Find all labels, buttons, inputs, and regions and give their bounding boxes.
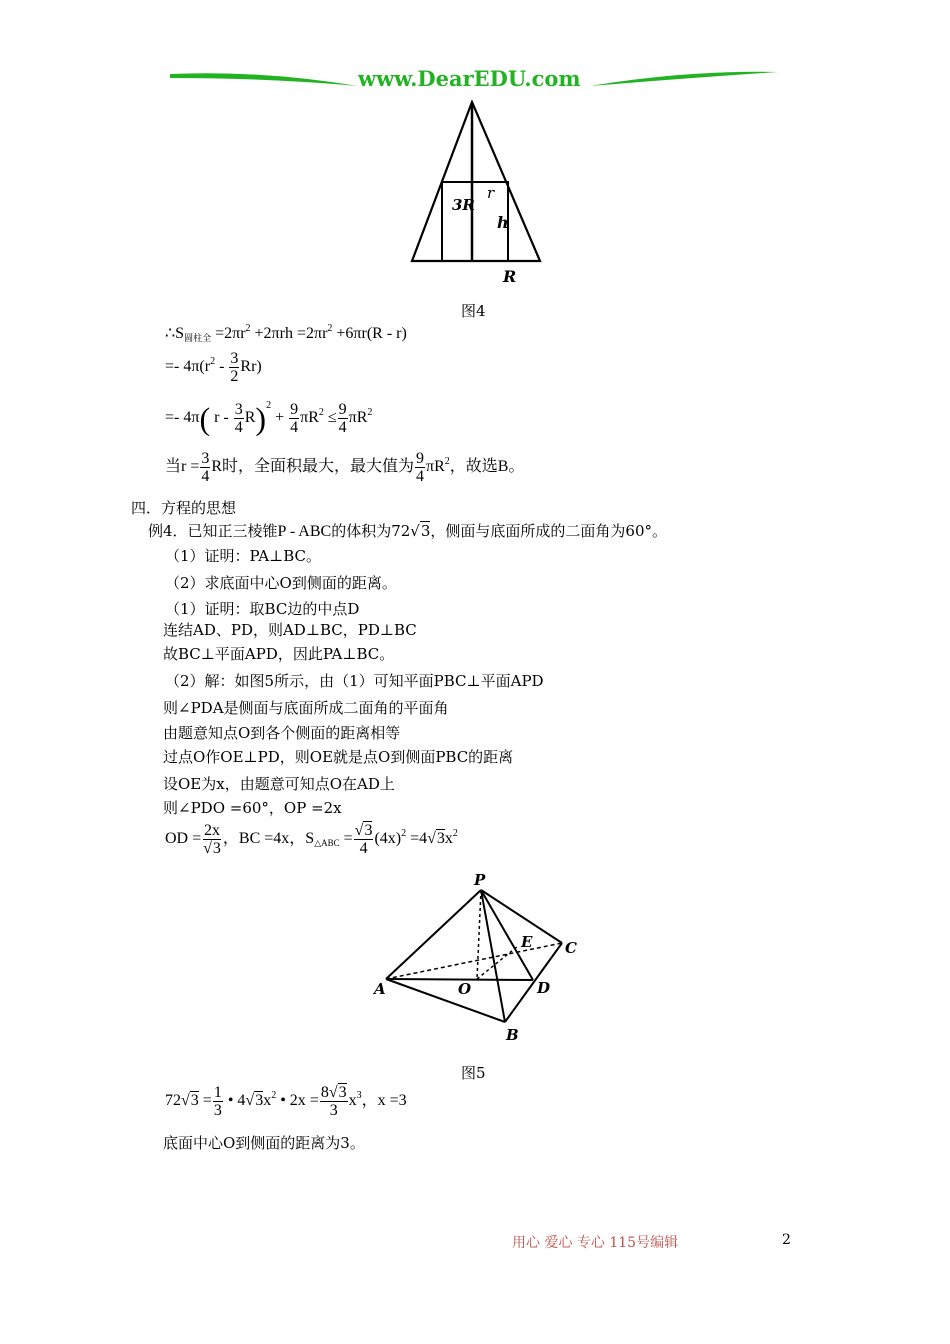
solution-line-1: （1）证明：取BC边的中点D — [165, 600, 360, 618]
conclusion-line: 底面中心O到侧面的距离为3。 — [163, 1134, 365, 1152]
fig5-label-E: E — [521, 933, 533, 951]
solution-line-9: 则∠PDO =60°，OP =2x — [163, 799, 342, 817]
eq3-paren-open: ( — [199, 400, 211, 437]
fig5-label-C: C — [565, 939, 577, 957]
eq3-part-a: =- 4π — [165, 409, 200, 426]
eq4-part-c: πR — [426, 458, 445, 476]
eq3-num-1: 3 — [234, 400, 243, 418]
eq3-fraction-1 — [234, 401, 244, 436]
vol-num-2-wrap: 8√3 — [320, 1084, 347, 1101]
vol-part-j: ，x =3 — [361, 1092, 407, 1110]
eq3-part-h: πR — [348, 409, 368, 426]
example-intro-b: P - ABC — [277, 523, 332, 540]
eq2-fraction — [229, 350, 239, 385]
eq3-part-g: ≤ — [323, 409, 337, 426]
eq3-part-c: R — [244, 409, 256, 426]
od-sup-2: 2 — [452, 828, 458, 840]
header-swoosh-right — [588, 68, 778, 90]
solution-line-4: （2）解：如图5所示，由（1）可知平面PBC⊥平面APD — [165, 672, 544, 690]
od-sub: △ABC — [314, 838, 340, 849]
eq4-part-b: R时，全面积最大，最大值为 — [211, 458, 415, 476]
eq4-part-d: ，故选B。 — [449, 458, 525, 476]
site-logo: www.DearEDU.com — [358, 66, 581, 91]
example-intro-a: 例4．已知正三棱锥 — [148, 522, 278, 540]
eq4-den-1: 4 — [201, 468, 210, 485]
header-banner — [170, 64, 780, 98]
od-part-e: =4 — [406, 830, 428, 848]
od-den-wrap: √3 — [203, 840, 221, 857]
eq3-den-1: 4 — [234, 418, 243, 436]
vol-part-g: • 2x = — [276, 1092, 319, 1110]
equation-line-2 — [165, 350, 262, 385]
page-number: 2 — [782, 1232, 791, 1248]
eq2-num: 3 — [230, 350, 239, 367]
eq2-part-c: Rr) — [240, 358, 262, 376]
eq1-sup-1: 2 — [245, 323, 251, 334]
vol-num-2b: 3 — [338, 1084, 347, 1101]
eq4-num-2: 9 — [416, 450, 425, 467]
eq2-part-b: - — [215, 358, 229, 376]
vol-sup-1: 2 — [271, 1090, 277, 1102]
eq2-den: 2 — [230, 368, 239, 385]
question-1: （1）证明：PA⊥BC。 — [165, 547, 321, 565]
vol-part-b: 3 — [190, 1092, 199, 1110]
vol-num-2: 8 — [320, 1084, 329, 1101]
vol-num-1: 1 — [213, 1084, 222, 1101]
fig5-label-B: B — [506, 1026, 519, 1044]
vol-part-d: • 4 — [223, 1092, 246, 1110]
od-part-b: ，BC =4x，S — [222, 830, 315, 848]
example-intro-d: 3 — [420, 522, 431, 540]
od-part-d: (4x) — [374, 830, 402, 848]
vol-sup-2: 3 — [356, 1090, 362, 1102]
solution-line-8: 设OE为x，由题意可知点O在AD上 — [163, 775, 395, 793]
od-sup-1: 2 — [401, 828, 407, 840]
od-part-c: = — [339, 830, 353, 848]
eq1-part-b: =2πr — [211, 325, 246, 342]
figure-5-pyramid-diagram — [370, 868, 590, 1048]
fig4-label-h: h — [497, 213, 509, 232]
equation-line-1 — [165, 323, 407, 344]
eq3-sup-2: 2 — [318, 407, 324, 418]
eq1-part-c: +2πrh =2πr — [250, 325, 328, 342]
od-fraction-2 — [354, 822, 374, 857]
eq3-den-2: 4 — [290, 418, 299, 436]
eq4-fraction-2 — [415, 450, 425, 485]
figure-4-caption: 图4 — [461, 302, 486, 320]
vol-fraction-1 — [213, 1084, 223, 1119]
eq3-paren-close: ) — [255, 400, 267, 437]
example-intro-e: ，侧面与底面所成的二面角为60°。 — [430, 522, 667, 540]
od-part-g: x — [444, 830, 453, 848]
solution-line-6: 由题意知点O到各个侧面的距离相等 — [163, 724, 401, 742]
fig5-label-D: D — [537, 979, 551, 997]
od-fraction — [202, 822, 222, 857]
eq3-fraction-3 — [338, 401, 348, 436]
vol-fraction-2 — [320, 1084, 348, 1119]
od-part-a: OD = — [165, 830, 202, 848]
eq3-num-2: 9 — [290, 400, 299, 418]
od-num-2: 3 — [364, 822, 373, 839]
solution-line-2: 连结AD、PD，则AD⊥BC，PD⊥BC — [163, 621, 417, 639]
figure-4-cone-diagram — [405, 100, 545, 290]
equation-line-4 — [165, 450, 524, 485]
eq1-part-a: ∴S — [165, 325, 185, 342]
eq2-part-a: =- 4π(r — [165, 358, 211, 376]
solution-line-7: 过点O作OE⊥PD，则OE就是点O到侧面PBC的距离 — [163, 748, 514, 766]
eq3-sup-3: 2 — [367, 407, 373, 418]
figure-5-caption: 图5 — [461, 1064, 486, 1082]
vol-part-e: 3 — [255, 1092, 264, 1110]
eq1-part-d: +6πr(R - r) — [332, 325, 407, 342]
eq1-sub: 圆柱全 — [184, 333, 212, 343]
equation-line-3 — [165, 400, 372, 436]
solution-line-5: 则∠PDA是侧面与底面所成二面角的平面角 — [163, 699, 449, 717]
fig5-label-O: O — [458, 980, 472, 998]
od-den-2: 4 — [359, 840, 368, 857]
section-heading: 四．方程的思想 — [131, 499, 237, 517]
eq4-num-1: 3 — [201, 450, 210, 467]
od-part-f: 3 — [436, 830, 445, 848]
eq3-num-3: 9 — [338, 400, 347, 418]
fig4-label-R: R — [503, 267, 517, 286]
vol-part-a: 72 — [165, 1092, 181, 1110]
volume-equation-line: 72√3 = $\frac{1}{3}$ • $4√3x^2$ • 2x = $\frac{8√3}{3}$ $x^3$，x =3 — [165, 1084, 407, 1119]
example-intro-c: 的体积为72 — [331, 522, 411, 540]
eq3-part-e: + — [271, 409, 289, 426]
solution-line-3: 故BC⊥平面APD，因此PA⊥BC。 — [163, 645, 395, 663]
header-swoosh-left — [170, 68, 360, 90]
vol-part-h: x — [348, 1092, 357, 1110]
fig5-label-P: P — [474, 871, 486, 889]
vol-den-2: 3 — [329, 1102, 338, 1119]
vol-den-1: 3 — [213, 1102, 222, 1119]
fig4-label-r: r — [487, 184, 495, 202]
eq3-den-3: 4 — [338, 418, 347, 436]
eq4-den-2: 4 — [416, 468, 425, 485]
fig4-label-3R: 3R — [452, 196, 475, 214]
od-den: 3 — [212, 840, 221, 857]
eq4-fraction-1 — [200, 450, 210, 485]
vol-part-f: x — [263, 1092, 272, 1110]
eq1-sup-2: 2 — [327, 323, 333, 334]
eq4-part-a: 当r = — [165, 458, 200, 476]
od-equation-line: OD = $\frac{2x}{√3}$ ，BC =4x，$S_{\triangle ABC}$ = $\frac{√3}{4}$ $(4x)^2 =4√3x^2$ — [165, 822, 458, 857]
example-intro: 例4．已知正三棱锥P - ABC的体积为72√3，侧面与底面所成的二面角为60°。 — [148, 522, 667, 540]
eq3-sup-1: 2 — [266, 400, 272, 411]
footer-text: 用心 爱心 专心 115号编辑 — [512, 1235, 679, 1251]
eq4-sup: 2 — [444, 456, 450, 468]
fig5-label-A: A — [374, 980, 386, 998]
eq2-sup: 2 — [210, 356, 216, 368]
od-num: 2x — [204, 822, 221, 839]
vol-part-c: = — [198, 1092, 212, 1110]
eq3-fraction-2 — [289, 401, 299, 436]
eq3-part-b: r - — [210, 409, 233, 426]
eq3-part-f: πR — [300, 409, 319, 426]
od-num-2-wrap: √3 — [354, 822, 373, 839]
question-2: （2）求底面中心O到侧面的距离。 — [165, 574, 397, 592]
